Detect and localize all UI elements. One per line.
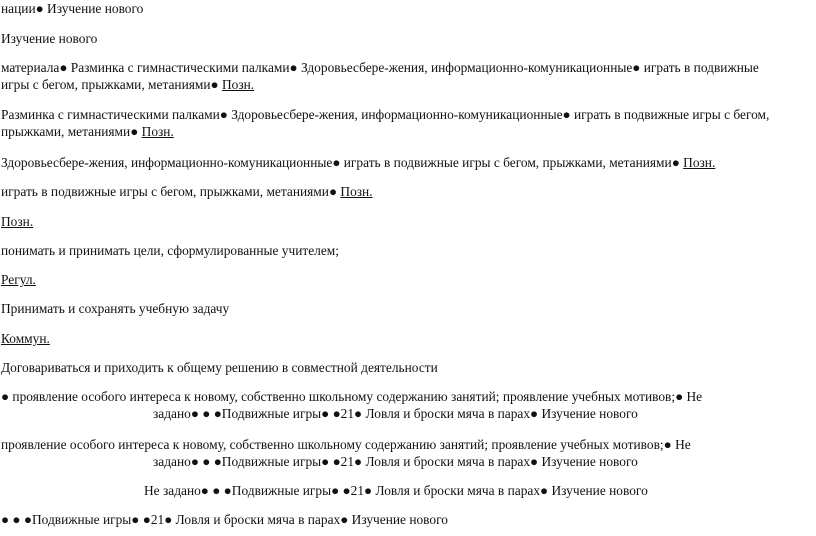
text-line-15: Не задано● ● ●Подвижные игры● ●21● Ловля и броски мяча в парах● Изучение нового <box>144 483 648 498</box>
text-line-10: Принимать и сохранять учебную задачу <box>1 301 230 316</box>
paragraph-4-line-b <box>1 123 802 140</box>
paragraph-4-text: прыжками, метаниями● <box>1 124 139 139</box>
text-line-1: нации● Изучение нового <box>1 1 144 16</box>
paragraph-13 <box>1 388 802 422</box>
paragraph-5-text: Здоровьесбере-жения, информационно-комуникационные● играть в подвижные игры с бегом, прыжками, метаниями● <box>1 155 680 170</box>
pozn-label: Позн. <box>141 124 174 139</box>
paragraph-3-line-b <box>1 76 802 93</box>
paragraph-6 <box>1 183 802 200</box>
paragraph-14-line-b: задано● ● ●Подвижные игры● ●21● Ловля и броски мяча в парах● Изучение нового <box>153 454 638 469</box>
text-line-8: понимать и принимать цели, сформулированные учителем; <box>1 243 340 258</box>
pozn-label: Позн. <box>221 77 255 92</box>
paragraph-13-line-a: ● проявление особого интереса к новому, собственно школьному содержанию занятий; проявление учебных мотивов;● Не <box>1 389 703 404</box>
paragraph-6-text: играть в подвижные игры с бегом, прыжками, метаниями● <box>1 184 338 199</box>
paragraph-13-line-b: задано● ● ●Подвижные игры● ●21● Ловля и броски мяча в парах● Изучение нового <box>153 406 638 421</box>
text-line-16: ● ● ●Подвижные игры● ●21● Ловля и броски мяча в парах● Изучение нового <box>1 512 448 527</box>
paragraph-14-line-a: проявление особого интереса к новому, собственно школьному содержанию занятий; проявление учебных мотивов;● Не <box>1 437 691 452</box>
paragraph-5 <box>1 154 802 171</box>
paragraph-4 <box>1 106 802 140</box>
pozn-label: Позн. <box>683 155 716 170</box>
pozn-heading: Позн. <box>1 214 34 229</box>
paragraph-3-line-a: материала● Разминка с гимнастическими палками● Здоровьесбере-жения, информационно-комуникационные● играть в подвижные <box>1 60 759 75</box>
kommun-heading: Коммун. <box>1 331 50 346</box>
paragraph-4-line-a: Разминка с гимнастическими палками● Здоровьесбере-жения, информационно-комуникационные● играть в подвижные игры с бегом, <box>1 107 770 122</box>
text-line-12: Договариваться и приходить к общему решению в совместной деятельности <box>1 360 438 375</box>
regul-heading: Регул. <box>1 272 36 287</box>
pozn-label: Позн. <box>340 184 373 199</box>
paragraph-3-text: игры с бегом, прыжками, метаниями● <box>1 77 219 92</box>
text-line-2: Изучение нового <box>1 31 98 46</box>
paragraph-14 <box>1 436 802 470</box>
paragraph-3 <box>1 59 802 93</box>
